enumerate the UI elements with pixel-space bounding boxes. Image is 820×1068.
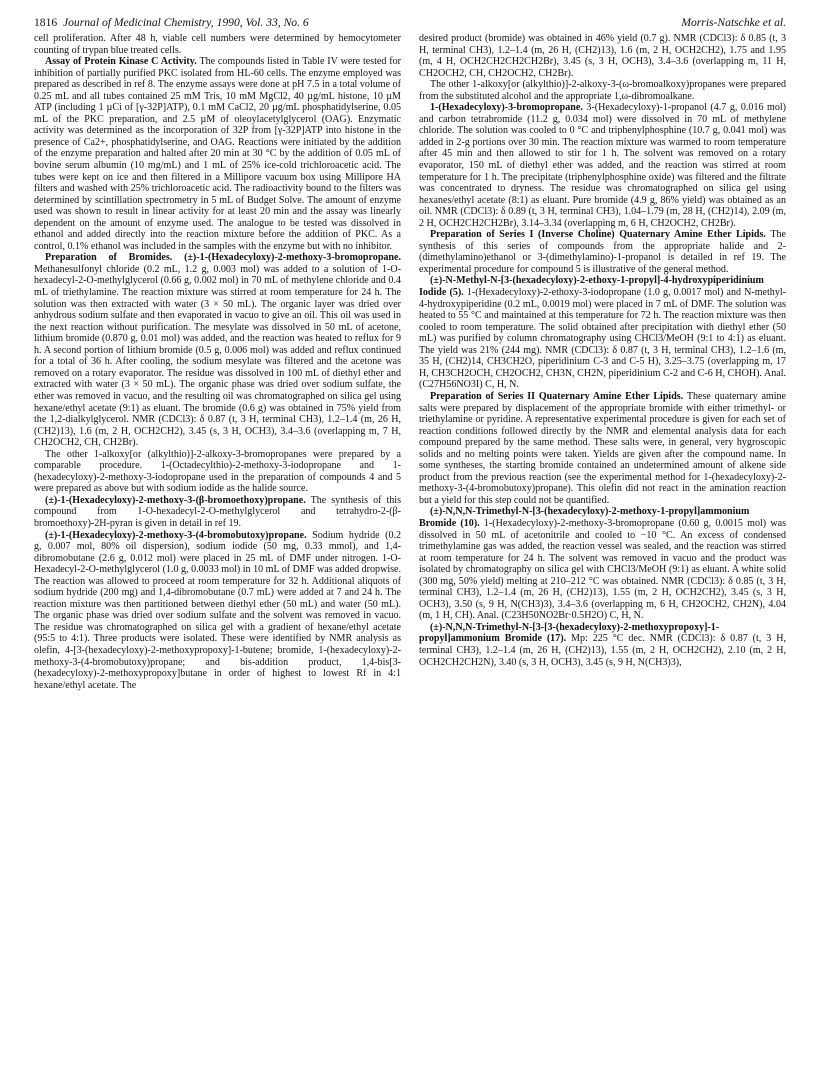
paragraph-heading: Preparation of Series I (Inverse Choline) Quaternary Amine Ether Lipids.	[430, 229, 766, 241]
paragraph-text: 1-(Hexadecyloxy)-2-ethoxy-3-iodopropane (1.0 g, 0.0017 mol) and N-methyl-4-hydroxypiperidine (0.2 mL, 0.0019 mol) were placed in 7 mL of DMF. The solution was heated to 55 °C and maintained at this temperature for 72 h. The reaction mixture was then cooled to room temperature. The solid obtained after precipitation with diethyl ether (50 mL) was purified by column chromatography using CHCl3/MeOH (9:1 to 4:1) as eluant. The yield was 21% (244 mg). NMR (CDCl3): δ 0.87 (t, 3 H, terminal CH3), 1.2–1.6 (m, 35 H, (CH2)14, CH3CH2O, piperidinium C-3 and C-5 H), 3.25–3.75 (overlapping m, 17 H, CH3CH2OCH, CH2OCH2, CH3N, CH2N, piperidinium C-2 and C-6 H, CHOH). Anal. (C27H56NO3I) C, H, N.	[419, 287, 786, 391]
paragraph-text: The compounds listed in Table IV were tested for inhibition of partially purified PKC isolated from HL-60 cells. The enzyme employed was prepared as described in ref 8. The enzyme assays were done at pH 7.5 in a total volume of 0.25 mL and all tubes contained 25 mM Tris, 10 mM MgCl2, 40 µg/mL histone, 10 µM ATP (including 1 µCi of [γ-32P]ATP), 0.1 mM CaCl2, 20 µg/mL phosphatidylserine, 0.05 mL of the PKC preparation, and 2.5 µM of oleoylacetylglycerol (OAG). Enzymatic activity was determined as the incorporation of 32P from [γ-32P]ATP into histone in the presence of Ca2+, phosphatidylserine, and OAG. Reactions were initiated by the addition of the enzyme preparation and halted after 20 min at 30 °C by the addition of 0.05 mL of bovine serum albumin (10 mg/mL) and 1 mL of 25% ice-cold trichloroacetic acid. The tubes were kept on ice and then filtered in a Millipore vacuum box using Millipore HA filters and washed with 25% trichloroacetic acid. The radioactivity bound to the filters was determined by scintillation spectrometry in 5 mL of Budget Solve. The amount of enzyme used was shown to result in linear activity for at least 20 min and the assay was linearly dependent on the amount of enzyme used. The analogue to be tested was dissolved in ethanol and added directly into the reaction mixture before the addition of PKC. As a control, 0.1% ethanol was included in the samples with the enzyme but with no inhibitor.	[34, 56, 401, 252]
paragraph	[34, 530, 401, 692]
paragraph-heading: Preparation of Series II Quaternary Amine Ether Lipids.	[430, 390, 684, 402]
paragraph-text: cell proliferation. After 48 h, viable cell numbers were determined by hemocytometer counting of trypan blue treated cells.	[34, 33, 401, 56]
body-columns	[34, 33, 786, 691]
paragraph-text: 1-(Hexadecyloxy)-2-methoxy-3-bromopropane (0.60 g, 0.0015 mol) was dissolved in 50 mL of acetonitrile and cooled to −10 °C. An excess of condensed trimethylamine gas was added, the reaction vessel was sealed, and the reaction was stirred at room temperature for 24 h. The solvent was removed in vacuo and the product was isolated by chromatography on silica gel with CHCl3/MeOH (9:1) as eluant. A white solid (300 mg, 50% yield) melting at 210–212 °C was obtained. NMR (CDCl3): δ 0.85 (t, 3 H, terminal CH3), 1.2–1.4 (m, 26 H, (CH2)13), 1.55 (m, 2 H, OCH2CH2), 3.45 (s, 3 H, OCH3), 3.50 (s, 9 H, N(CH3)3), 3.4–3.6 (overlapping m, 6 H, CH2OCH2, CH2N), 4.04 (m, 1 H, CH). Anal. (C23H50NO2Br·0.5H2O) C, H, N.	[419, 517, 786, 622]
paragraph	[419, 275, 786, 390]
paragraph	[419, 506, 786, 621]
paragraph-text: 3-(Hexadecyloxy)-1-propanol (4.7 g, 0.016 mol) and carbon tetrabromide (11.2 g, 0.034 mol) were dissolved in 70 mL of methylene chloride. The solution was cooled to 0 °C and triphenylphosphine (10.7 g, 0.041 mol) was added in 2-g portions over 30 min. The reaction mixture was warmed to room temperature after 45 min and then allowed to stir for 1 h. The solvent was removed on a rotary evaporator, 150 mL of diethyl ether was added, and the reaction was stirred at room temperature for 1 h. The precipitate (triphenylphosphine oxide) was filtered and the filtrate was concentrated to dryness. The residue was chromatographed on silica gel using hexanes/ethyl acetate (8:1) as eluant. Pure bromide (4.9 g, 86% yield) was obtained as an oil. NMR (CDCl3): δ 0.89 (t, 3 H, terminal CH3), 1.04–1.79 (m, 28 H, (CH2)14), 2.09 (m, 2 H, OCH2CH2CH2Br), 3.14–3.34 (overlapping m, 6 H, CH2OCH2, CH2Br).	[419, 102, 786, 229]
paragraph	[34, 252, 401, 448]
paragraph	[419, 102, 786, 229]
journal-citation: Journal of Medicinal Chemistry, 1990, Vol. 33, No. 6	[62, 16, 309, 29]
paragraph	[34, 449, 401, 495]
running-head-authors: Morris-Natschke et al.	[681, 16, 786, 29]
paragraph-text: Sodium hydride (0.2 g, 0.007 mol, 80% oil dispersion), sodium iodide (50 mg, 0.33 mmol), and 1,4-dibromobutane (2.6 g, 0.012 mol) were placed in 25 mL of DMF under nitrogen. 1-O-Hexadecyl-2-O-methylglycerol (1.0 g, 0.0033 mol) in 10 mL of DMF was added dropwise. The reaction was allowed to proceed at room temperature for 32 h. Additional aliquots of sodium hydride (200 mg) and 1,4-dibromobutane (0.7 mL) were added at 7 and 24 h. The reaction mixture was then partitioned between diethyl ether (50 mL) and water (50 mL). The organic phase was dried over sodium sulfate and the solvent was removed in vacuo. The residue was chromatographed on silica gel with a gradient of hexane/ethyl acetate (95:5 to 4:1). Three products were isolated. These were identified by NMR analysis as olefin, 4-[3-(hexadecyloxy)-2-methoxypropoxy]-1-butene; bromide, 1-(hexadecyloxy)-2-methoxy-3-(4-bromobutoxy)propane; and bis-addition product, 1,4-bis[3-(hexadecyloxy)-2-methoxypropoxy]butane in order of highest to lowest Rf in 4:1 hexane/ethyl acetate. The	[34, 529, 402, 691]
running-head-left	[34, 16, 309, 29]
paragraph-text: The synthesis of this series of compounds from the appropriate halide and 2-(dimethylamino)ethanol or 3-(dimethylamino)-1-propanol is detailed in ref 19. The experimental procedure for compound 5 is illustrative of the general method.	[419, 229, 786, 275]
paragraph-heading: Preparation of Bromides. (±)-1-(Hexadecyloxy)-2-methoxy-3-bromopropane.	[45, 252, 401, 264]
paragraph-heading: (±)-1-(Hexadecyloxy)-2-methoxy-3-(β-bromoethoxy)propane.	[45, 494, 306, 506]
paragraph-heading: 1-(Hexadecyloxy)-3-bromopropane.	[430, 102, 583, 114]
paragraph-text: desired product (bromide) was obtained in 46% yield (0.7 g). NMR (CDCl3): δ 0.85 (t, 3 H, terminal CH3), 1.2–1.4 (m, 26 H, (CH2)13), 1.6 (m, 2 H, OCH2CH2), 1.75 and 1.95 (m, 4 H, OCH2CH2CH2CH2Br), 3.45 (s, 3 H, OCH3), 3.4–3.6 (overlapping m, 11 H, CH2OCH2, CH, CH2OCH2, CH2Br).	[419, 33, 786, 79]
paragraph-text: The other 1-alkoxy[or (alkylthio)]-2-alkoxy-3-bromopropanes were prepared by a comparable procedure. 1-(Octadecylthio)-2-methoxy-3-iodopropane and 1-(hexadecyloxy)-2-methoxy-3-iodopropane used in the preparation of compounds 4 and 5 were prepared as above but with sodium iodide as the halide source.	[34, 448, 401, 495]
paragraph	[419, 229, 786, 275]
paragraph-heading: (±)-N-Methyl-N-[3-(hexadecyloxy)-2-ethoxy-1-propyl]-4-hydroxypiperidinium Iodide (5).	[419, 275, 764, 299]
paragraph-heading: (±)-N,N,N-Trimethyl-N-[3-(hexadecyloxy)-2-methoxy-1-propyl]ammonium Bromide (10).	[419, 506, 750, 529]
paragraph	[34, 495, 401, 530]
paragraph-text: The other 1-alkoxy[or (alkylthio)]-2-alkoxy-3-(ω-bromoalkoxy)propanes were prepared from the substituted alcohol and the appropriate 1,ω-dibromoalkane.	[419, 79, 786, 102]
paragraph-text: Mp: 225 °C dec. NMR (CDCl3): δ 0.87 (t, 3 H, terminal CH3), 1.2–1.4 (m, 26 H, (CH2)13), 1.55 (m, 2 H, OCH2CH2), 2.10 (m, 2 H, OCH2CH2CH2N), 3.40 (s, 3 H, OCH3), 3.45 (s, 9 H, N(CH3)3),	[419, 633, 786, 668]
paragraph	[419, 33, 786, 79]
left-column	[34, 33, 401, 691]
paragraph-text: The synthesis of this compound from 1-O-hexadecyl-2-O-methylglycerol and tetrahydro-2-(β-bromoethoxy)-2H-pyran is given in detail in ref 19.	[34, 494, 401, 529]
paragraph-heading: (±)-N,N,N-Trimethyl-N-[3-[3-(hexadecyloxy)-2-methoxypropoxy]-1-propyl]ammonium Bromide (17).	[419, 621, 720, 645]
paragraph-text: Methanesulfonyl chloride (0.2 mL, 1.2 g, 0.003 mol) was added to a solution of 1-O-hexadecyl-2-O-methylglycerol (0.66 g, 0.002 mol) in 70 mL of methylene chloride and 0.4 mL of triethylamine. The reaction mixture was stirred at room temperature for 24 h. The solution was then extracted with water (3 × 50 mL). The organic layer was dried over anhydrous sodium sulfate and then evaporated in vacuo to give an oil. This oil was used in the next reaction without purification. The mesylate was dissolved in 50 mL of acetone, lithium bromide (0.870 g, 0.01 mol) was added, and the reaction was heated to reflux for 9 h. A second portion of lithium bromide (0.5 g, 0.006 mol) was added and reflux continued for a total of 36 h. After cooling, the sodium mesylate was filtered and the acetone was removed on a rotary evaporator. The residue was dissolved in 100 mL of diethyl ether and extracted with water (3 × 50 mL). The organic phase was dried over sodium sulfate, the ether was removed in vacuo, and the resulting oil was chromatographed on silica gel using hexane/ethyl acetate (9:1) as eluant. The bromide (0.6 g) was obtained in 75% yield from the 1,2-dialkylglycerol. NMR (CDCl3): δ 0.87 (t, 3 H, terminal CH3), 1.2–1.4 (m, 26 H, (CH2)13), 1.6 (m, 2 H, OCH2CH2), 3.45 (s, 3 H, OCH3), 3.4–3.6 (overlapping m, 7 H, CH2OCH2, CH, CH2Br).	[34, 263, 401, 449]
right-column	[419, 33, 786, 691]
paragraph-heading: (±)-1-(Hexadecyloxy)-2-methoxy-3-(4-bromobutoxy)propane.	[45, 529, 307, 541]
paragraph	[419, 79, 786, 102]
paragraph	[419, 622, 786, 668]
paragraph	[34, 33, 401, 56]
paragraph	[419, 391, 786, 506]
paragraph	[34, 56, 401, 252]
running-head	[34, 16, 786, 31]
paragraph-text: These quaternary amine salts were prepared by displacement of the appropriate bromide with either trimethyl- or triethylamine or pyridine. A representative experimental procedure is given for each set of reaction conditions followed directly by the NMR and elemental analysis data for each compound prepared by the same method. These salts were, in general, very hygroscopic solids and no melting points were taken. Yields are given after the compound name. In some syntheses, the starting bromide contained an undetermined amount of alkene side product from the previous reaction (see the experimental method for 1-(hexadecyloxy)-2-methoxy-3-(4-bromobutoxy)propane). This olefin did not react in the amination reaction but a yield for this step could not be quantified.	[419, 390, 786, 506]
page-number: 1816	[34, 16, 58, 29]
paragraph-heading: Assay of Protein Kinase C Activity.	[45, 56, 197, 68]
